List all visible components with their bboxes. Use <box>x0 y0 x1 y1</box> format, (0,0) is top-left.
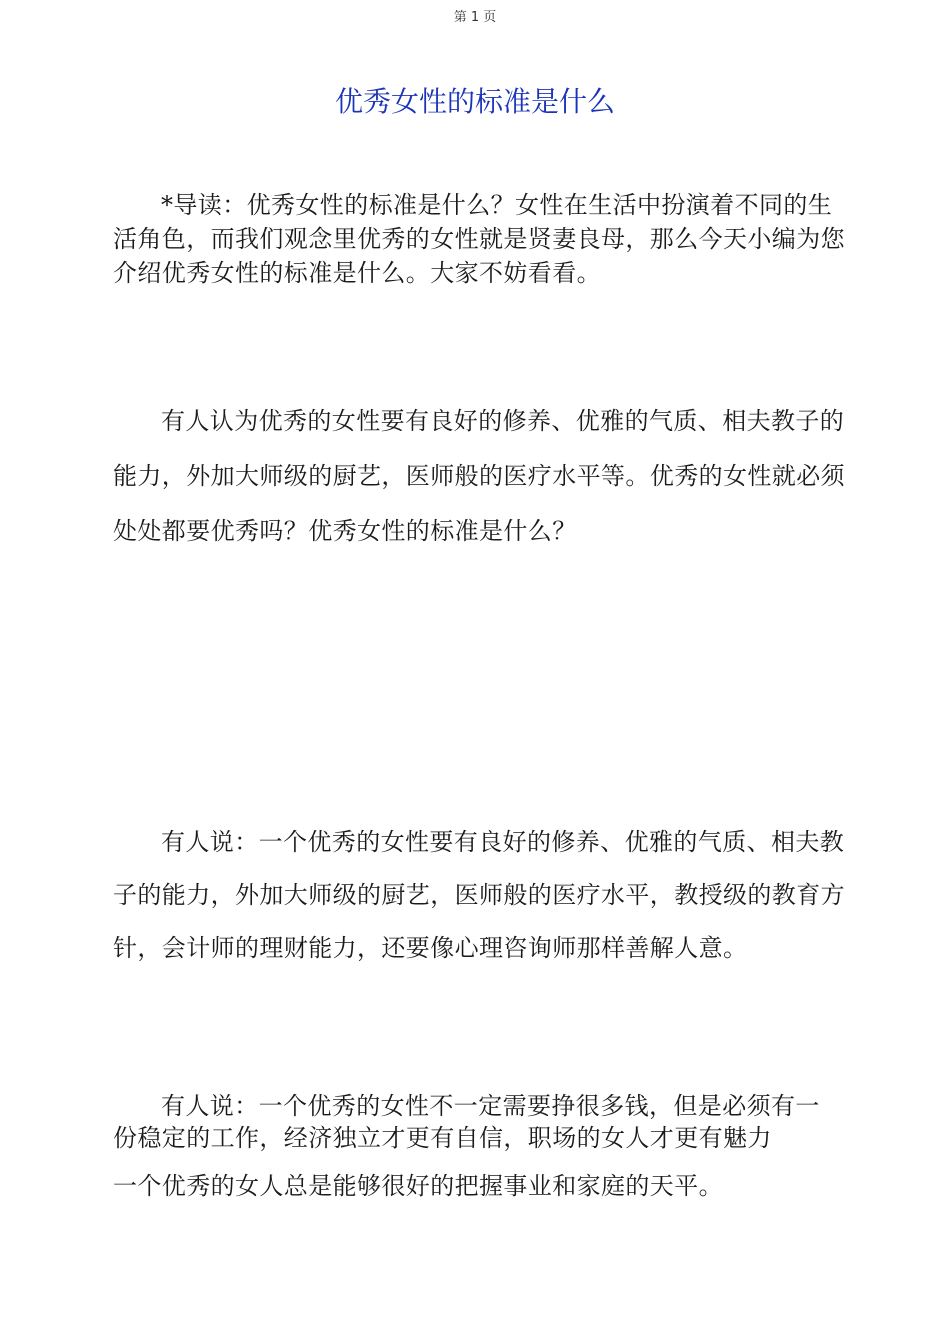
page-number: 第 1 页 <box>453 10 497 25</box>
intro-paragraph: *导读：优秀女性的标准是什么？女性在生活中扮演着不同的生活角色，而我们观念里优秀的女性就是贤妻良母，那么今天小编为您介绍优秀女性的标准是什么。大家不妨看看。 <box>113 191 845 287</box>
document-title: 优秀女性的标准是什么 <box>334 85 615 118</box>
body-paragraph-3: 有人说：一个优秀的女性不一定需要挣很多钱，但是必须有一份稳定的工作，经济独立才更有自信，职场的女人才更有魅力 <box>113 1092 820 1152</box>
body-paragraph-3-continuation: 一个优秀的女人总是能够很好的把握事业和家庭的天平。 <box>113 1172 723 1200</box>
body-paragraph-2: 有人说：一个优秀的女性要有良好的修养、优雅的气质、相夫教子的能力，外加大师级的厨艺，医师般的医疗水平，教授级的教育方针，会计师的理财能力，还要像心理咨询师那样善解人意。 <box>113 828 845 962</box>
body-paragraph-1: 有人认为优秀的女性要有良好的修养、优雅的气质、相夫教子的能力，外加大师级的厨艺，医师般的医疗水平等。优秀的女性就必须处处都要优秀吗？优秀女性的标准是什么？ <box>113 407 845 545</box>
